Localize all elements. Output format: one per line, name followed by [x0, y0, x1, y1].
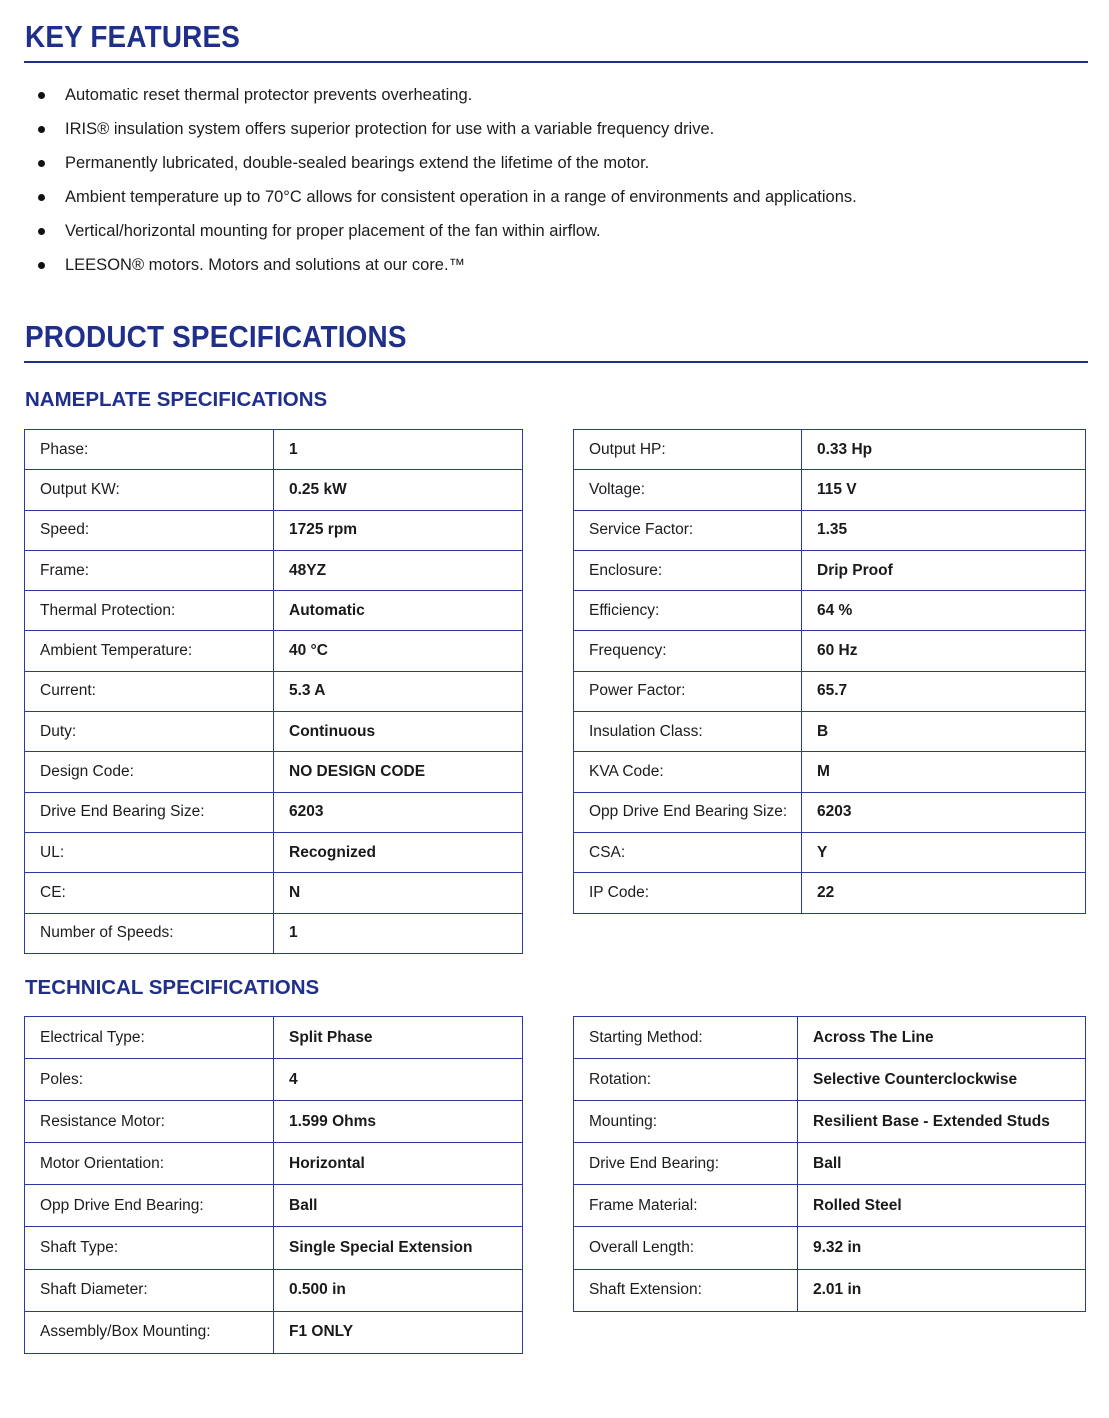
spec-label: Voltage: [574, 470, 802, 510]
spec-value: 1.35 [802, 510, 1086, 550]
spec-value: B [802, 712, 1086, 752]
feature-item [38, 115, 857, 149]
spec-row [25, 1017, 523, 1059]
spec-label: Ambient Temperature: [25, 631, 274, 671]
spec-value: Rolled Steel [798, 1185, 1086, 1227]
spec-label: Drive End Bearing: [574, 1143, 798, 1185]
spec-value: 40 °C [274, 631, 523, 671]
spec-row [574, 1101, 1086, 1143]
spec-row [25, 1269, 523, 1311]
spec-row [25, 510, 523, 550]
spec-row [574, 1143, 1086, 1185]
spec-label: UL: [25, 832, 274, 872]
key-features-list [38, 81, 857, 285]
nameplate-specifications-heading: NAMEPLATE SPECIFICATIONS [25, 388, 328, 411]
feature-item [38, 81, 857, 115]
spec-value: Single Special Extension [274, 1227, 523, 1269]
product-specifications-rule [24, 361, 1088, 363]
bullet-icon [38, 262, 45, 269]
key-features-rule [24, 61, 1088, 63]
spec-label: Frame Material: [574, 1185, 798, 1227]
spec-value: Automatic [274, 591, 523, 631]
spec-label: Duty: [25, 712, 274, 752]
spec-label: Phase: [25, 430, 274, 470]
spec-label: Opp Drive End Bearing: [25, 1185, 274, 1227]
spec-label: IP Code: [574, 873, 802, 913]
spec-value: Continuous [274, 712, 523, 752]
product-specifications-heading: PRODUCT SPECIFICATIONS [25, 319, 407, 354]
feature-text: Automatic reset thermal protector prevents overheating. [65, 86, 473, 104]
spec-value: 60 Hz [802, 631, 1086, 671]
spec-row [25, 792, 523, 832]
spec-label: Service Factor: [574, 510, 802, 550]
technical-left-table [24, 1016, 523, 1354]
spec-value: 22 [802, 873, 1086, 913]
feature-text: Permanently lubricated, double-sealed bearings extend the lifetime of the motor. [65, 154, 650, 172]
spec-value: Recognized [274, 832, 523, 872]
spec-row [25, 1227, 523, 1269]
bullet-icon [38, 126, 45, 133]
spec-row [25, 470, 523, 510]
spec-row [574, 752, 1086, 792]
spec-row [574, 792, 1086, 832]
feature-text: Vertical/horizontal mounting for proper placement of the fan within airflow. [65, 222, 601, 240]
spec-value: 1 [274, 913, 523, 953]
spec-row [574, 510, 1086, 550]
spec-value: 1725 rpm [274, 510, 523, 550]
feature-item [38, 217, 857, 251]
technical-right-table [573, 1016, 1086, 1312]
spec-value: 65.7 [802, 671, 1086, 711]
spec-value: 1 [274, 430, 523, 470]
spec-row [25, 712, 523, 752]
spec-value: Y [802, 832, 1086, 872]
nameplate-left-table [24, 429, 523, 954]
spec-label: Motor Orientation: [25, 1143, 274, 1185]
spec-value: 115 V [802, 470, 1086, 510]
spec-label: Shaft Type: [25, 1227, 274, 1269]
spec-label: Current: [25, 671, 274, 711]
spec-row [25, 550, 523, 590]
spec-value: Horizontal [274, 1143, 523, 1185]
spec-label: Assembly/Box Mounting: [25, 1311, 274, 1353]
spec-value: 0.25 kW [274, 470, 523, 510]
bullet-icon [38, 160, 45, 167]
spec-label: Number of Speeds: [25, 913, 274, 953]
spec-row [25, 671, 523, 711]
spec-row [25, 873, 523, 913]
spec-value: Selective Counterclockwise [798, 1059, 1086, 1101]
feature-text: LEESON® motors. Motors and solutions at our core.™ [65, 256, 466, 274]
spec-value: N [274, 873, 523, 913]
spec-label: Shaft Extension: [574, 1269, 798, 1311]
spec-value: Drip Proof [802, 550, 1086, 590]
spec-label: Speed: [25, 510, 274, 550]
spec-value: 0.33 Hp [802, 430, 1086, 470]
spec-row [25, 1059, 523, 1101]
spec-row [25, 430, 523, 470]
nameplate-right-table [573, 429, 1086, 914]
spec-label: CE: [25, 873, 274, 913]
spec-value: Split Phase [274, 1017, 523, 1059]
bullet-icon [38, 92, 45, 99]
spec-label: Power Factor: [574, 671, 802, 711]
spec-value: 5.3 A [274, 671, 523, 711]
spec-row [25, 832, 523, 872]
spec-label: Insulation Class: [574, 712, 802, 752]
spec-label: Output HP: [574, 430, 802, 470]
spec-row [574, 1185, 1086, 1227]
spec-label: Efficiency: [574, 591, 802, 631]
feature-item [38, 251, 857, 285]
spec-row [25, 1143, 523, 1185]
spec-label: Frame: [25, 550, 274, 590]
spec-row [574, 873, 1086, 913]
spec-row [25, 913, 523, 953]
spec-row [574, 1017, 1086, 1059]
feature-text: Ambient temperature up to 70°C allows for consistent operation in a range of environments and applications. [65, 188, 857, 206]
spec-row [574, 550, 1086, 590]
spec-label: Drive End Bearing Size: [25, 792, 274, 832]
spec-row [574, 1059, 1086, 1101]
spec-label: Output KW: [25, 470, 274, 510]
spec-row [574, 671, 1086, 711]
spec-value: 2.01 in [798, 1269, 1086, 1311]
spec-label: Rotation: [574, 1059, 798, 1101]
spec-row [574, 631, 1086, 671]
spec-value: 48YZ [274, 550, 523, 590]
spec-label: Mounting: [574, 1101, 798, 1143]
spec-row [25, 1101, 523, 1143]
spec-value: Resilient Base - Extended Studs [798, 1101, 1086, 1143]
spec-value: Ball [798, 1143, 1086, 1185]
technical-specifications-heading: TECHNICAL SPECIFICATIONS [25, 976, 320, 999]
spec-row [574, 591, 1086, 631]
key-features-heading: KEY FEATURES [25, 19, 241, 54]
bullet-icon [38, 194, 45, 201]
spec-value: 9.32 in [798, 1227, 1086, 1269]
spec-value: Ball [274, 1185, 523, 1227]
spec-value: 4 [274, 1059, 523, 1101]
spec-label: Electrical Type: [25, 1017, 274, 1059]
spec-label: Starting Method: [574, 1017, 798, 1059]
spec-row [574, 1269, 1086, 1311]
spec-value: 64 % [802, 591, 1086, 631]
spec-value: Across The Line [798, 1017, 1086, 1059]
spec-row [25, 1311, 523, 1353]
spec-value: 6203 [802, 792, 1086, 832]
spec-value: 1.599 Ohms [274, 1101, 523, 1143]
spec-value: 6203 [274, 792, 523, 832]
spec-row [25, 1185, 523, 1227]
spec-label: Shaft Diameter: [25, 1269, 274, 1311]
spec-row [574, 1227, 1086, 1269]
spec-label: KVA Code: [574, 752, 802, 792]
spec-row [574, 470, 1086, 510]
feature-item [38, 183, 857, 217]
spec-label: Thermal Protection: [25, 591, 274, 631]
spec-value: F1 ONLY [274, 1311, 523, 1353]
spec-row [25, 752, 523, 792]
spec-value: NO DESIGN CODE [274, 752, 523, 792]
spec-row [25, 631, 523, 671]
feature-item [38, 149, 857, 183]
spec-label: Enclosure: [574, 550, 802, 590]
spec-row [25, 591, 523, 631]
feature-text: IRIS® insulation system offers superior protection for use with a variable frequency drive. [65, 120, 715, 138]
spec-value: 0.500 in [274, 1269, 523, 1311]
spec-row [574, 430, 1086, 470]
spec-row [574, 832, 1086, 872]
spec-label: Frequency: [574, 631, 802, 671]
spec-label: Design Code: [25, 752, 274, 792]
spec-label: Poles: [25, 1059, 274, 1101]
spec-label: Overall Length: [574, 1227, 798, 1269]
spec-row [574, 712, 1086, 752]
spec-label: CSA: [574, 832, 802, 872]
bullet-icon [38, 228, 45, 235]
spec-value: M [802, 752, 1086, 792]
spec-label: Opp Drive End Bearing Size: [574, 792, 802, 832]
spec-label: Resistance Motor: [25, 1101, 274, 1143]
